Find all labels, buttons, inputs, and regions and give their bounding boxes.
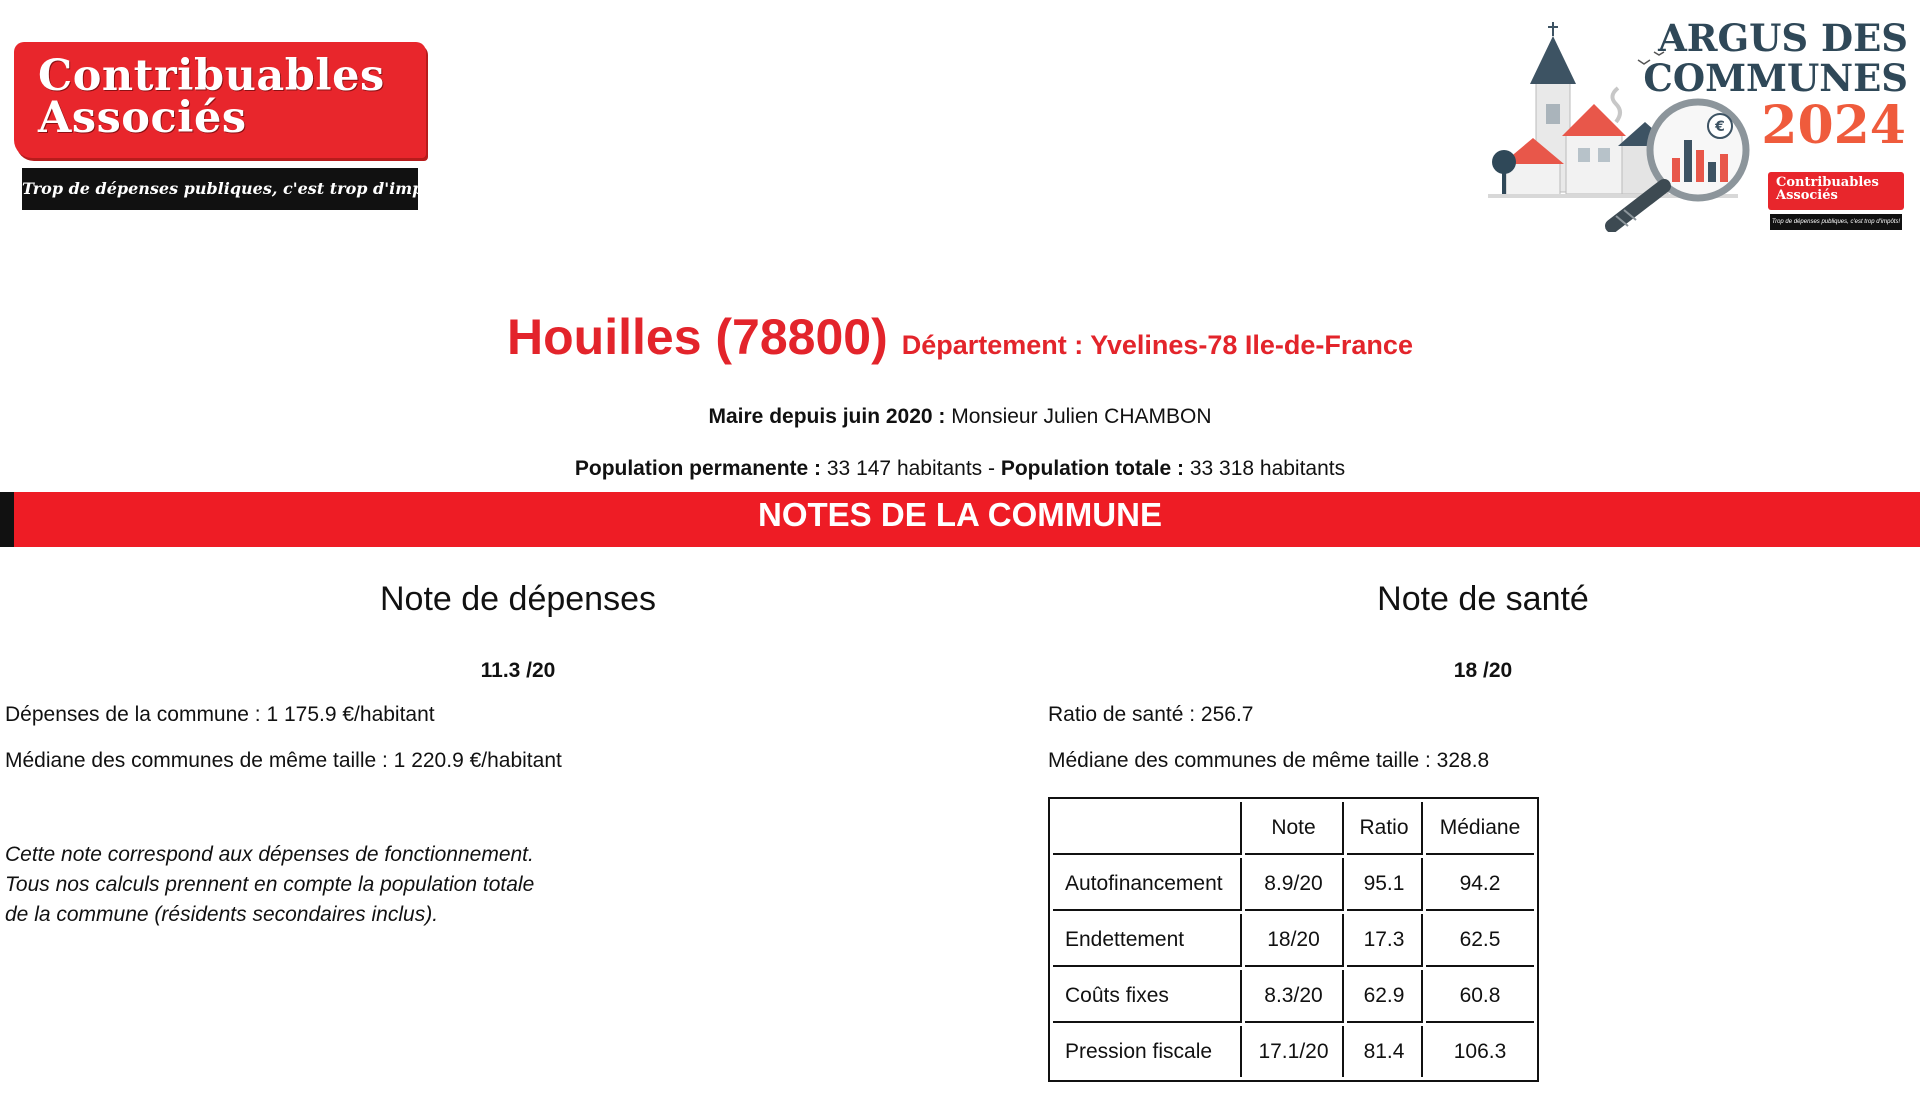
- mini-logo-line1: Contribuables: [1776, 175, 1879, 190]
- table-cell-mediane: 62.5: [1426, 914, 1534, 967]
- table-row-label: Endettement: [1053, 914, 1242, 967]
- depenses-title: Note de dépenses: [380, 580, 656, 618]
- table-row-label: Coûts fixes: [1053, 970, 1242, 1023]
- table-cell-ratio: 17.3: [1347, 914, 1423, 967]
- table-cell-ratio: 95.1: [1347, 858, 1423, 911]
- depenses-note-line: de la commune (résidents secondaires inclus).: [5, 903, 439, 926]
- depenses-grade: 11.3 /20: [480, 659, 556, 682]
- table-row: [1053, 858, 1534, 911]
- logo-name-line1: Contribuables: [38, 51, 385, 101]
- sante-grade: 18 /20: [1453, 659, 1513, 682]
- argus-des-communes-logo: [1488, 12, 1912, 232]
- maire-info: [0, 405, 1920, 429]
- commune-departement: Département : Yvelines-78 Ile-de-France: [901, 330, 1413, 360]
- mini-brand-logo: [1768, 172, 1904, 210]
- argus-year: 2024: [1761, 95, 1906, 156]
- population-permanente-value: 33 147 habitants -: [821, 457, 1001, 480]
- mini-logo-line2: Associés: [1776, 188, 1838, 203]
- table-cell-ratio: 62.9: [1347, 970, 1423, 1023]
- depenses-note-line: Cette note correspond aux dépenses de fonctionnement.: [5, 843, 534, 866]
- table-header-mediane: Médiane: [1426, 802, 1534, 855]
- argus-title-line2: COMMUNES: [1643, 56, 1908, 100]
- population-info: [0, 457, 1920, 481]
- maire-value: Monsieur Julien CHAMBON: [945, 405, 1212, 428]
- logo-name-line2: Associés: [38, 93, 247, 143]
- sante-ratio: Ratio de santé : 256.7: [1048, 703, 1254, 726]
- table-header-row: [1053, 802, 1534, 855]
- table-cell-ratio: 81.4: [1347, 1026, 1423, 1077]
- population-permanente-label: Population permanente :: [574, 457, 822, 480]
- sante-mediane: Médiane des communes de même taille : 328.8: [1048, 749, 1490, 772]
- depenses-commune: Dépenses de la commune : 1 175.9 €/habitant: [5, 703, 435, 726]
- sante-table: [1048, 797, 1539, 1082]
- table-header-ratio: Ratio: [1347, 802, 1423, 855]
- table-row: [1053, 970, 1534, 1023]
- contribuables-associes-logo[interactable]: [14, 42, 458, 210]
- table-row-label: Autofinancement: [1053, 858, 1242, 911]
- mini-logo-tagline: Trop de dépenses publiques, c'est trop d'impôts!: [1770, 214, 1902, 230]
- table-row: [1053, 914, 1534, 967]
- euro-symbol: €: [1715, 119, 1725, 135]
- table-row-label: Pression fiscale: [1053, 1026, 1242, 1077]
- population-totale-label: Population totale :: [1000, 457, 1184, 480]
- table-header-cell: [1053, 802, 1242, 855]
- notes-banner: [0, 492, 1920, 547]
- sante-title: Note de santé: [1377, 580, 1589, 618]
- banner-edge: [0, 492, 14, 547]
- table-cell-note: 8.3/20: [1245, 970, 1344, 1023]
- table-cell-mediane: 60.8: [1426, 970, 1534, 1023]
- table-cell-mediane: 106.3: [1453, 1039, 1507, 1063]
- argus-title-line1: ARGUS DES: [1658, 16, 1908, 60]
- maire-label: Maire depuis juin 2020 :: [708, 405, 946, 428]
- depenses-note-line: Tous nos calculs prennent en compte la population totale: [5, 873, 535, 896]
- table-header-note: Note: [1245, 802, 1344, 855]
- logo-tagline: Trop de dépenses publiques, c'est trop d'impôts!: [22, 168, 418, 210]
- commune-name: Houilles (78800): [507, 309, 888, 365]
- table-cell-mediane: 94.2: [1426, 858, 1534, 911]
- table-cell-note: 17.1/20: [1245, 1026, 1344, 1077]
- population-totale-value: 33 318 habitants: [1184, 457, 1346, 480]
- commune-header: [0, 308, 1920, 366]
- table-row: [1053, 1026, 1534, 1077]
- depenses-mediane: Médiane des communes de même taille : 1 220.9 €/habitant: [5, 749, 562, 772]
- banner-title: NOTES DE LA COMMUNE: [758, 496, 1162, 533]
- table-cell-note: 8.9/20: [1245, 858, 1344, 911]
- table-cell-note: 18/20: [1245, 914, 1344, 967]
